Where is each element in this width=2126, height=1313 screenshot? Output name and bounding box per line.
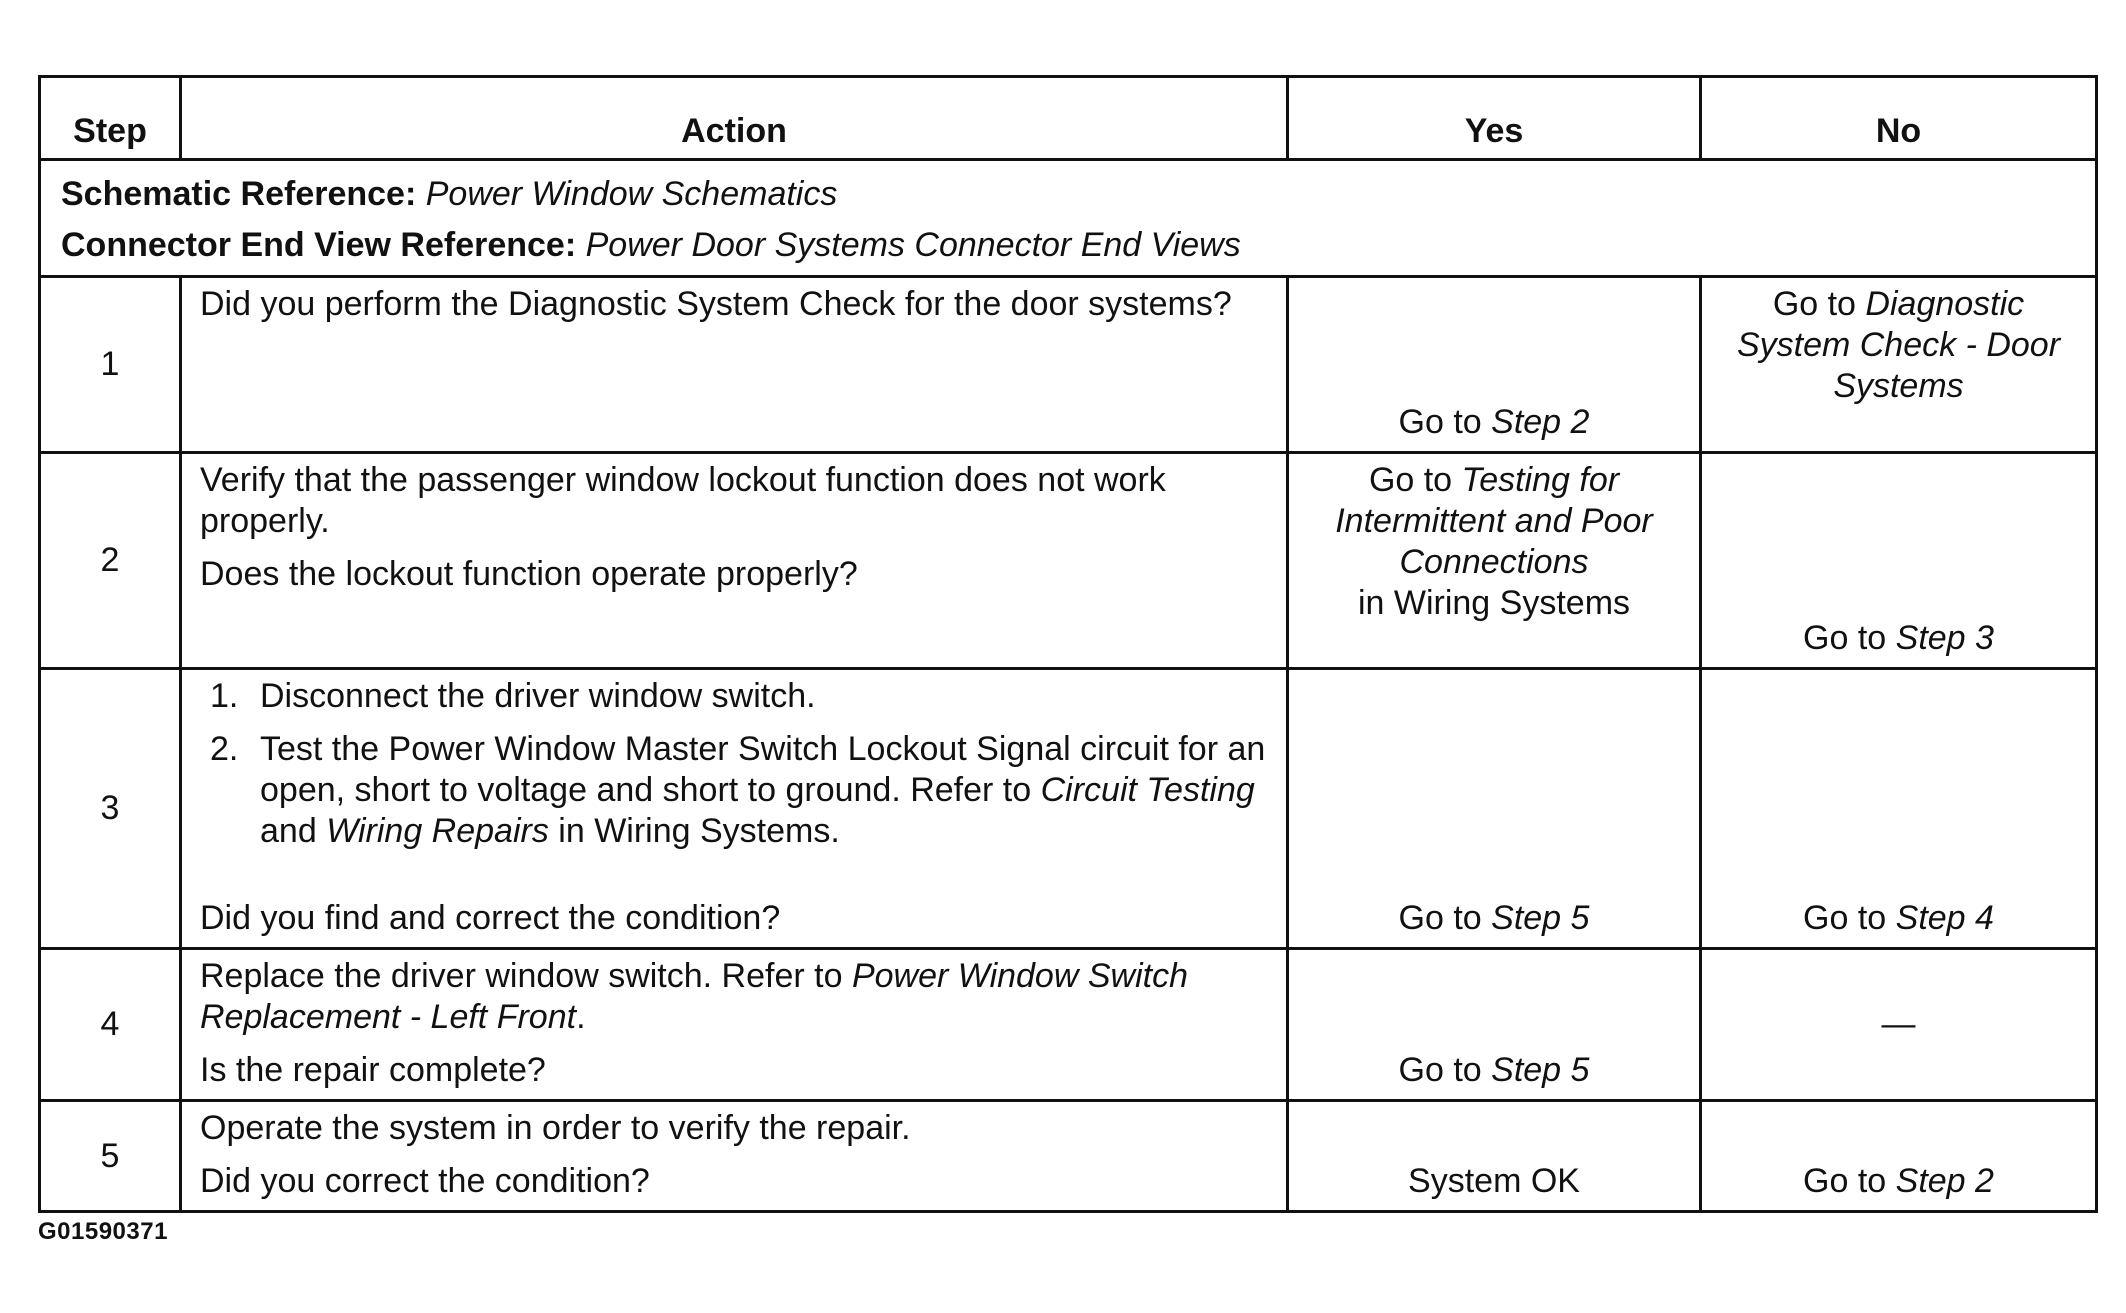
- action-cell: [181, 1101, 1288, 1212]
- no-prefix: Go to: [1803, 899, 1896, 937]
- yes-cell: [1288, 277, 1701, 453]
- yes-result: [1289, 1050, 1699, 1091]
- yes-prefix: Go to: [1398, 403, 1492, 441]
- step-number: 4: [40, 949, 181, 1101]
- circuit-testing-link[interactable]: Circuit Testing: [1040, 771, 1255, 809]
- yes-result: [1303, 460, 1685, 624]
- action-step-text: Test the Power Window Master Switch Lockout Signal circuit for an open, short to voltage and short to ground. Refer to: [260, 730, 1266, 809]
- action-text: Did you perform the Diagnostic System Check for the door systems?: [200, 285, 1232, 323]
- no-link[interactable]: Diagnostic System Check - Door Systems: [1736, 285, 2061, 405]
- diagnostic-table: [38, 75, 2098, 1213]
- action-step-text: Disconnect the driver window switch.: [260, 677, 816, 715]
- schematic-reference-label: Schematic Reference:: [61, 175, 417, 213]
- action-cell: [181, 669, 1288, 949]
- step-number: 3: [40, 669, 181, 949]
- header-action: Action: [181, 77, 1288, 160]
- reference-row: [40, 160, 2097, 277]
- schematic-reference-link[interactable]: Power Window Schematics: [425, 175, 838, 213]
- yes-link[interactable]: Testing for Intermittent and Poor Connections: [1335, 461, 1653, 581]
- action-question: Is the repair complete?: [200, 1051, 546, 1089]
- reference-cell: [40, 160, 2097, 277]
- header-row: [40, 77, 2097, 160]
- action-text: Operate the system in order to verify the repair.: [200, 1109, 911, 1147]
- action-text: Verify that the passenger window lockout function does not work properly.: [200, 461, 1166, 540]
- action-text-lead: Replace the driver window switch. Refer to: [200, 957, 852, 995]
- no-prefix: Go to: [1803, 619, 1896, 657]
- action-question: Did you find and correct the condition?: [200, 899, 781, 937]
- action-step-number: 2.: [210, 730, 239, 768]
- action-step-text-tail: in Wiring Systems.: [548, 812, 840, 850]
- table-row: [40, 1101, 2097, 1212]
- yes-prefix: Go to: [1398, 899, 1492, 937]
- yes-suffix: in Wiring Systems: [1357, 584, 1631, 622]
- action-cell: [181, 453, 1288, 669]
- table-row: [40, 949, 2097, 1101]
- yes-result: [1289, 402, 1699, 443]
- no-cell: [1701, 1101, 2097, 1212]
- yes-cell: [1288, 1101, 1701, 1212]
- no-cell: [1701, 277, 2097, 453]
- yes-link[interactable]: Step 2: [1491, 403, 1590, 441]
- action-step-text-joiner: and: [260, 812, 327, 850]
- step-number: 2: [40, 453, 181, 669]
- schematic-reference: [61, 169, 2075, 220]
- connector-reference: [61, 220, 2075, 271]
- yes-cell: [1288, 949, 1701, 1101]
- no-prefix: Go to: [1803, 1162, 1896, 1200]
- no-link[interactable]: Step 3: [1895, 619, 1994, 657]
- connector-reference-label: Connector End View Reference:: [61, 226, 577, 264]
- yes-result: [1289, 898, 1699, 939]
- action-cell: [181, 949, 1288, 1101]
- no-link[interactable]: Step 2: [1895, 1162, 1994, 1200]
- table-row: [40, 453, 2097, 669]
- step-number: 5: [40, 1101, 181, 1212]
- action-steps: [200, 676, 1268, 852]
- wiring-repairs-link[interactable]: Wiring Repairs: [326, 812, 549, 850]
- connector-reference-link[interactable]: Power Door Systems Connector End Views: [585, 226, 1241, 264]
- yes-link[interactable]: Step 5: [1491, 1051, 1590, 1089]
- step-number: 1: [40, 277, 181, 453]
- header-step: Step: [40, 77, 181, 160]
- action-step-item: [210, 676, 1268, 717]
- header-yes: Yes: [1288, 77, 1701, 160]
- no-cell: [1701, 949, 2097, 1101]
- yes-prefix: Go to: [1368, 461, 1462, 499]
- figure-code: G01590371: [38, 1218, 168, 1245]
- no-result: [1702, 618, 2095, 659]
- no-cell: [1701, 453, 2097, 669]
- table-row: [40, 277, 2097, 453]
- no-result: [1716, 284, 2081, 407]
- action-text: [200, 956, 1268, 1038]
- yes-link[interactable]: Step 5: [1491, 899, 1590, 937]
- action-step-number: 1.: [210, 677, 239, 715]
- action-cell: [181, 277, 1288, 453]
- header-no: No: [1701, 77, 2097, 160]
- switch-replacement-link[interactable]: Power Window Switch Replacement - Left Front: [200, 957, 1188, 1036]
- yes-cell: [1288, 669, 1701, 949]
- table-row: [40, 669, 2097, 949]
- no-prefix: Go to: [1772, 285, 1866, 323]
- no-result: [1702, 898, 2095, 939]
- action-question: Did you correct the condition?: [200, 1162, 650, 1200]
- yes-cell: [1288, 453, 1701, 669]
- no-cell: [1701, 669, 2097, 949]
- no-result: —: [1881, 1005, 1916, 1043]
- yes-result: System OK: [1408, 1162, 1580, 1200]
- action-text-end: .: [576, 998, 586, 1036]
- action-question: Does the lockout function operate properly?: [200, 555, 858, 593]
- no-link[interactable]: Step 4: [1895, 899, 1994, 937]
- action-step-item: [210, 729, 1268, 852]
- yes-prefix: Go to: [1398, 1051, 1492, 1089]
- no-result: [1702, 1161, 2095, 1202]
